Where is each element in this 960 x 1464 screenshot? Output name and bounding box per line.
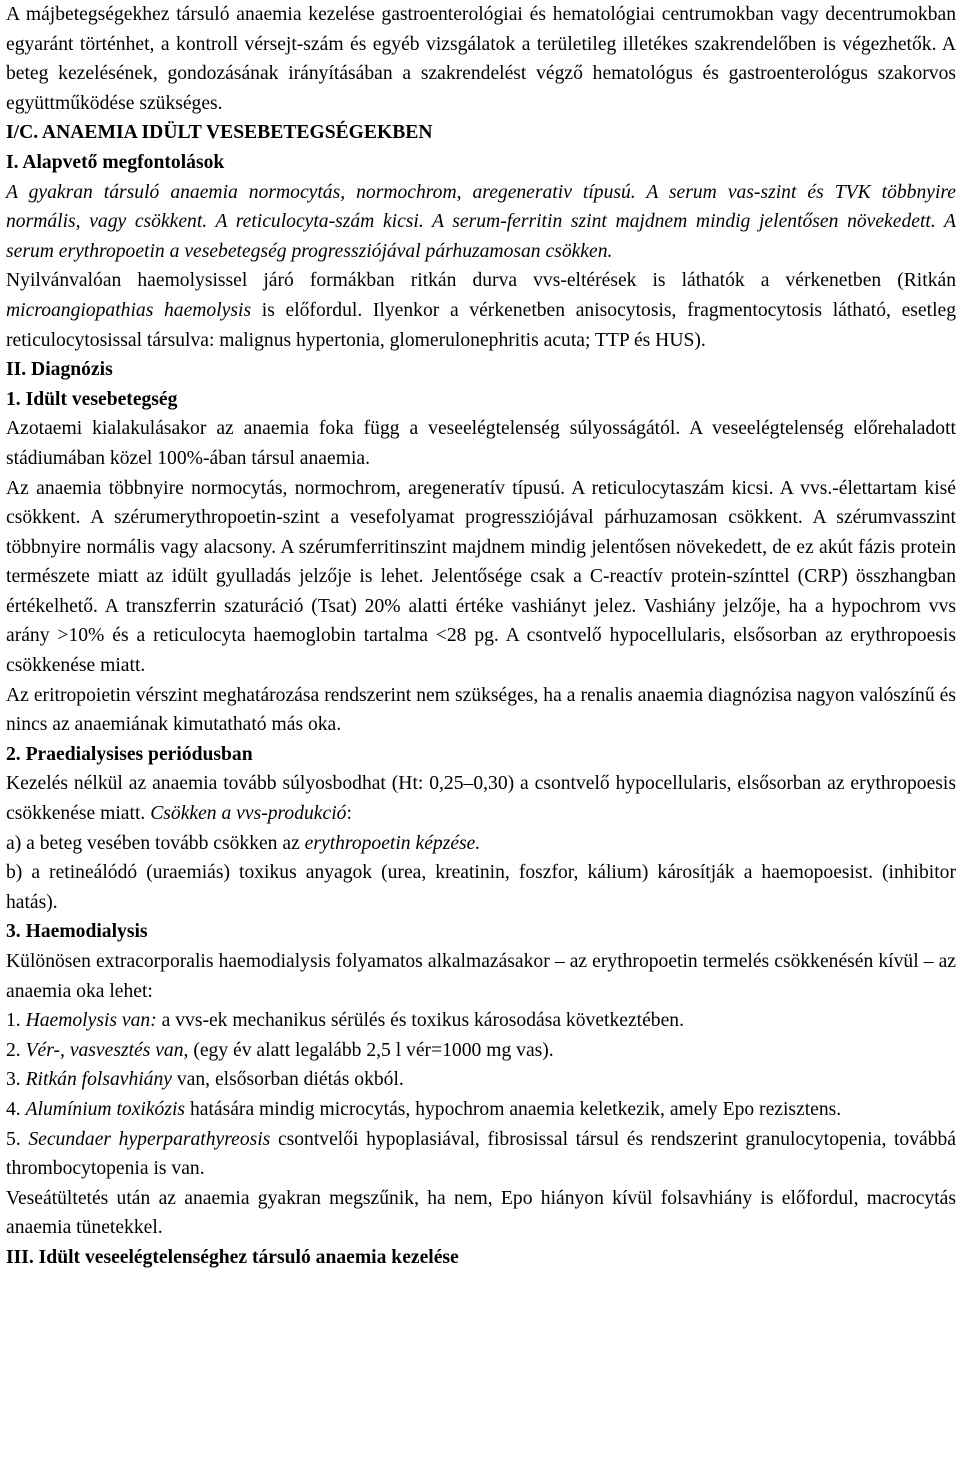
item-a-em: erythropoetin képzése. bbox=[304, 832, 481, 854]
item-a bbox=[6, 829, 956, 859]
list-item-emphasis: Secundaer hyperparathyreosis bbox=[28, 1128, 271, 1150]
transplant-paragraph: Veseátültetés után az anaemia gyakran megszűnik, ha nem, Epo hiányon kívül folsavhiány is előfordul, macrocytás anaemia tünetekkel. bbox=[6, 1187, 956, 1239]
intro-paragraph: A májbetegségekhez társuló anaemia kezelése gastroenterológiai és hematológiai centrumokban vagy decentrumokban egyaránt történhet, a kontroll vérsejt-szám és egyéb vizsgálatok a területileg illetékes szakrendelőben is végezhetők. A beteg kezelésének, gondozásának irányításában a szakrendelést végző hematológus és gastroenterológus szakorvos együttműködése szükséges. bbox=[6, 4, 956, 114]
section-heading-ii: II. Diagnózis bbox=[6, 359, 113, 381]
list-item-text: a vvs-ek mechanikus sérülés és toxikus károsodása következtében. bbox=[156, 1010, 684, 1032]
list-item-emphasis: Haemolysis van: bbox=[25, 1010, 157, 1032]
section-heading-i: I. Alapvető megfontolások bbox=[6, 151, 225, 173]
azotaemia-paragraph: Azotaemi kialakulásakor az anaemia foka függ a veseelégtelenség súlyosságától. A veseelégtelenség előrehaladott stádiumában közel 100%-ában társul anaemia. bbox=[6, 418, 956, 469]
list-item-emphasis: Vér-, vasvesztés van bbox=[25, 1039, 184, 1061]
haemodialysis-paragraph: Különösen extracorporalis haemodialysis folyamatos alkalmazásakor – az erythropoetin termelés csökkenésén kívül – az anaemia oka lehet: bbox=[6, 951, 956, 1002]
list-item-number: 4. bbox=[6, 1098, 26, 1120]
subsection-heading-2: 2. Praedialysises periódusban bbox=[6, 743, 253, 765]
list-item-number: 2. bbox=[6, 1039, 26, 1061]
list-item-number: 3. bbox=[6, 1069, 26, 1091]
list-item-emphasis: Ritkán folsavhiány bbox=[25, 1069, 172, 1091]
list-item-text: van, elsősorban diétás okból. bbox=[171, 1069, 404, 1091]
list-item bbox=[6, 1095, 956, 1125]
italic-paragraph-text: A gyakran társuló anaemia normocytás, normochrom, aregenerativ típusú. A serum vas-szint és TVK többnyire normális, vagy csökkent. A reticulocyta-szám kicsi. A serum-ferritin szint majdnem mindig jelentősen növekedett. A serum erythropoetin a vesebetegség progressziójával párhuzamosan csökken. bbox=[6, 181, 956, 262]
anaemia-paragraph: Az anaemia többnyire normocytás, normochrom, aregeneratív típusú. A reticulocytaszám kicsi. A vvs.-élettartam kisé csökkent. A szérumerythropoetin-szint a vesefolyamat progressziójával párhuzamosan csökkent. A szérumvasszint többnyire normális vagy alacsony. A szérumferritinszint majdnem mindig jelentősen növekedett, de ez akút fázis protein természete miatt az idült gyulladás jelzője is lehet. Jelentősége csak a C-reactív protein-színttel (CRP) összhangban értékelhető. A transzferrin szaturáció (Tsat) 20% alatti értéke vashiányt jelez. Vashiány jelzője, ha a hypochrom vvs arány >10% és a reticulocyta haemoglobin tartalma <28 pg. A csontvelő hypocellularis, elsősorban az erythropoesis csökkenése miatt. bbox=[6, 477, 956, 677]
haemolysis-text-c: is előfordul. Ilyenkor a vérkenetben anisocytosis, fragmentocytosis látható, esetleg reticulocytosissal társulva: malignus hypertonia, glomerulonephritis acuta; TTP és HUS). bbox=[6, 299, 957, 351]
list-item bbox=[6, 1065, 956, 1095]
kezeles-text-c: : bbox=[346, 803, 352, 825]
list-item-number: 1. bbox=[6, 1010, 26, 1032]
kezeles-paragraph bbox=[6, 769, 956, 828]
kezeles-text-b: Csökken a vvs-produkció bbox=[150, 803, 347, 825]
subsection-heading-3: 3. Haemodialysis bbox=[6, 921, 148, 943]
epo-paragraph: Az eritropoietin vérszint meghatározása rendszerint nem szükséges, ha a renalis anaemia diagnózisa nagyon valószínű és nincs az anaemiának kimutatható más oka. bbox=[6, 684, 956, 736]
item-b: b) a retineálódó (uraemiás) toxikus anyagok (urea, kreatinin, foszfor, kálium) károsítják a haemopoesist. (inhibitor hatás). bbox=[6, 862, 956, 913]
italic-paragraph bbox=[6, 178, 956, 267]
list-item bbox=[6, 1006, 956, 1036]
haemolysis-text-b: microangiopathias haemolysis bbox=[6, 299, 252, 321]
haemolysis-text-a: Nyilvánvalóan haemolysissel járó formákban ritkán durva vvs-eltérések is láthatók a vérkenetben (Ritkán bbox=[6, 270, 956, 292]
section-heading-iii: III. Idült veseelégtelenséghez társuló anaemia kezelése bbox=[6, 1246, 459, 1268]
list-item bbox=[6, 1036, 956, 1066]
kezeles-text-a: Kezelés nélkül az anaemia tovább súlyosbodhat (Ht: 0,25–0,30) a csontvelő hypocellularis, elsősorban az erythropoesis csökkenése miatt. bbox=[6, 773, 956, 825]
list-item bbox=[6, 1125, 956, 1184]
section-heading-ic: I/C. ANAEMIA IDÜLT VESEBETEGSÉGEKBEN bbox=[6, 122, 433, 144]
list-item-text: hatására mindig microcytás, hypochrom anaemia keletkezik, amely Epo rezisztens. bbox=[185, 1098, 842, 1120]
haemolysis-paragraph bbox=[6, 266, 956, 355]
list-item-text: csontvelői hypoplasiával, fibrosissal társul és rendszerint granulocytopenia, továbbá thrombocytopenia is van. bbox=[6, 1128, 956, 1180]
subsection-heading-1: 1. Idült vesebetegség bbox=[6, 388, 178, 410]
list-item-text: , (egy év alatt legalább 2,5 l vér=1000 mg vas). bbox=[183, 1039, 554, 1061]
list-item-emphasis: Alumínium toxikózis bbox=[25, 1098, 186, 1120]
list-item-number: 5. bbox=[6, 1128, 29, 1150]
item-a-text: a) a beteg vesében tovább csökken az bbox=[6, 832, 305, 854]
